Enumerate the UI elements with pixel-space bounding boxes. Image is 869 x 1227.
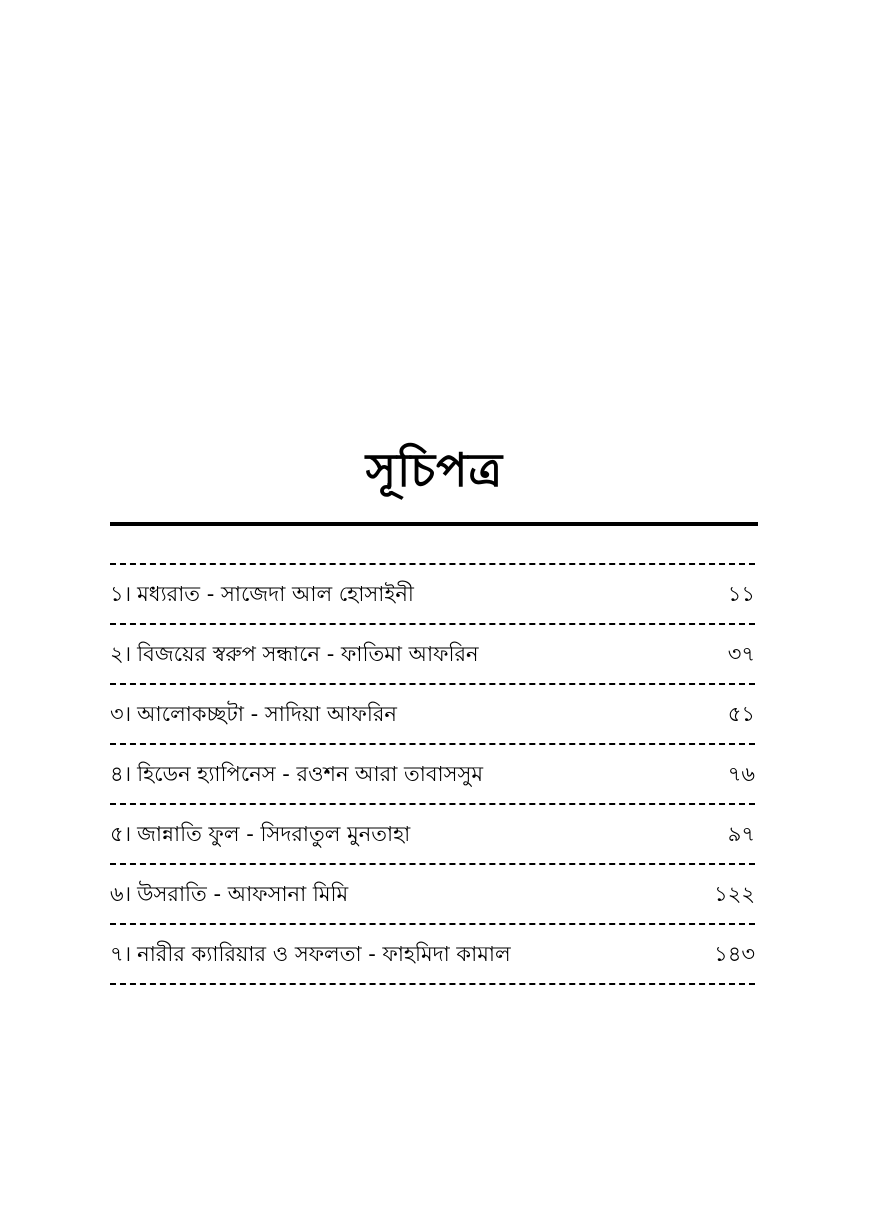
dashed-divider <box>110 563 755 565</box>
toc-entry-number: ৭। <box>110 942 132 966</box>
page-title: সূচিপত্র <box>365 443 504 497</box>
dashed-divider <box>110 623 755 625</box>
dashed-divider <box>110 803 755 805</box>
toc-entry-4 <box>110 751 755 797</box>
toc-entry-7 <box>110 931 755 977</box>
toc-entry-3 <box>110 691 755 737</box>
toc-entry-1 <box>110 571 755 617</box>
toc-entry-page: ৯৭ <box>727 822 755 846</box>
toc-entry-title: উসরাতি - আফসানা মিমি <box>137 882 349 906</box>
toc-entry-number: ৬। <box>110 882 132 906</box>
toc-entry-page: ৫১ <box>727 702 755 726</box>
toc-entry-page: ৭৬ <box>727 762 755 786</box>
toc-entry-title: হিডেন হ্যাপিনেস - রওশন আরা তাবাসসুম <box>137 762 484 786</box>
dashed-divider <box>110 683 755 685</box>
toc-entry-page: ১২২ <box>714 882 755 906</box>
toc-entry-page: ১৪৩ <box>714 942 755 966</box>
toc-entry-number: ২। <box>110 642 132 666</box>
toc-entry-title: মধ্যরাত - সাজেদা আল হোসাইনী <box>137 582 414 606</box>
toc-entry-number: ৪। <box>110 762 132 786</box>
toc-entry-5 <box>110 811 755 857</box>
toc-entry-title: আলোকচ্ছটা - সাদিয়া আফরিন <box>137 702 397 726</box>
toc-entry-title: বিজয়ের স্বরুপ সন্ধানে - ফাতিমা আফরিন <box>137 642 479 666</box>
dashed-divider <box>110 923 755 925</box>
dashed-divider <box>110 983 755 985</box>
toc-entry-title: নারীর ক্যারিয়ার ও সফলতা - ফাহমিদা কামাল <box>137 942 511 966</box>
toc-entry-page: ৩৭ <box>727 642 755 666</box>
toc-entry-number: ১। <box>110 582 132 606</box>
toc-entry-number: ৫। <box>110 822 132 846</box>
toc-entry-2 <box>110 631 755 677</box>
dashed-divider <box>110 863 755 865</box>
toc-entry-6 <box>110 871 755 917</box>
toc-entry-title: জান্নাতি ফুল - সিদরাতুল মুনতাহা <box>137 822 411 846</box>
title-divider <box>110 522 758 526</box>
toc-entry-page: ১১ <box>727 582 755 606</box>
table-of-contents <box>110 557 755 991</box>
dashed-divider <box>110 743 755 745</box>
toc-entry-number: ৩। <box>110 702 132 726</box>
